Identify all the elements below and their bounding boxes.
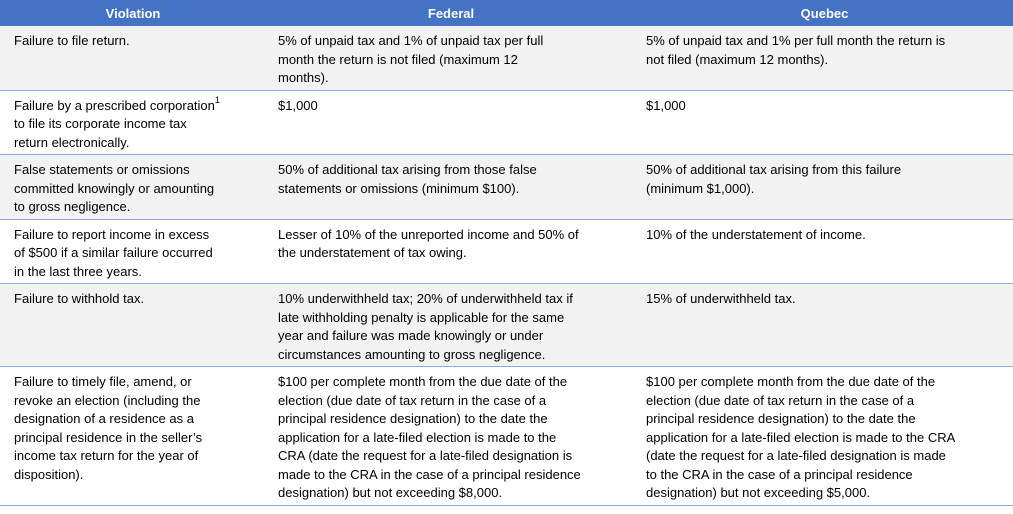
cell-line: in the last three years.: [14, 263, 142, 279]
cell-line: Failure to withhold tax.: [14, 291, 145, 306]
violation-cell: [0, 367, 266, 506]
table-row: [0, 155, 1013, 220]
table-row: [0, 219, 1013, 284]
table-row: [0, 90, 1013, 155]
cell-line: return electronically.: [14, 134, 130, 150]
violation-cell: [0, 90, 266, 155]
cell-line: designation) but not exceeding $5,000.: [646, 485, 871, 500]
cell-line: 50% of additional tax arising from those false: [278, 162, 537, 177]
cell-line: (date the request for a late-filed designation is made: [646, 448, 946, 463]
cell-line: election (due date of tax return in the case of a: [646, 392, 915, 408]
header-row: [0, 0, 1013, 26]
cell-line: 10% of the understatement of income.: [646, 226, 866, 242]
cell-line: 5% of unpaid tax and 1% of unpaid tax per full: [278, 33, 544, 48]
cell-line: 10% underwithheld tax; 20% of underwithheld tax if: [278, 291, 573, 306]
table-row: [0, 367, 1013, 506]
header-federal: Federal: [266, 0, 636, 26]
violation-cell: [0, 284, 266, 367]
cell-line: CRA (date the request for a late-filed designation is: [278, 448, 573, 463]
cell-line: Failure to timely file, amend, or: [14, 374, 192, 389]
cell-line: statements or omissions (minimum $100).: [278, 180, 520, 196]
header-violation: Violation: [0, 0, 266, 26]
footnote-marker: 1: [214, 95, 220, 106]
cell-line: disposition).: [14, 466, 84, 482]
cell-line: year and failure was made knowingly or under: [278, 328, 544, 343]
federal-cell: [266, 284, 636, 367]
cell-line: principal residence in the seller’s: [14, 429, 203, 445]
cell-line: revoke an election (including the: [14, 392, 201, 408]
cell-line: the understatement of tax owing.: [278, 245, 467, 260]
cell-line: Failure to report income in excess: [14, 226, 210, 242]
cell-line: principal residence designation) to the date the: [646, 411, 916, 426]
cell-line: election (due date of tax return in the case of a: [278, 392, 547, 408]
header-quebec: Quebec: [636, 0, 1013, 26]
violation-cell: [0, 155, 266, 220]
federal-cell: [266, 26, 636, 90]
cell-line: $1,000: [646, 97, 686, 113]
quebec-cell: [636, 155, 1013, 220]
cell-line: to file its corporate income tax: [14, 116, 187, 131]
cell-line: application for a late-filed election is made to the: [278, 429, 557, 445]
cell-line: of $500 if a similar failure occurred: [14, 245, 213, 260]
cell-line: Lesser of 10% of the unreported income and 50% of: [278, 226, 579, 242]
federal-cell: [266, 90, 636, 155]
quebec-cell: [636, 284, 1013, 367]
cell-line: $100 per complete month from the due date of the: [646, 374, 936, 389]
quebec-cell: [636, 367, 1013, 506]
cell-line: 50% of additional tax arising from this failure: [646, 162, 902, 177]
cell-line: circumstances amounting to gross negligence.: [278, 346, 546, 362]
quebec-cell: [636, 90, 1013, 155]
cell-line: month the return is not filed (maximum 12: [278, 51, 518, 67]
cell-line: principal residence designation) to the date the: [278, 411, 548, 426]
cell-line: income tax return for the year of: [14, 448, 199, 463]
cell-line: $1,000: [278, 97, 318, 113]
cell-line: $100 per complete month from the due date of the: [278, 374, 568, 389]
cell-line: to the CRA in the case of a principal residence: [646, 466, 913, 482]
cell-line: months).: [278, 70, 329, 85]
federal-cell: [266, 155, 636, 220]
cell-line: Failure by a prescribed corporation: [14, 97, 215, 113]
federal-cell: [266, 219, 636, 284]
cell-line: made to the CRA in the case of a principal residence: [278, 466, 581, 482]
cell-line: Failure to file return.: [14, 33, 130, 48]
violation-cell: [0, 26, 266, 90]
cell-line: (minimum $1,000).: [646, 180, 755, 196]
cell-line: not filed (maximum 12 months).: [646, 51, 829, 67]
cell-line: application for a late-filed election is made to the CRA: [646, 429, 956, 445]
quebec-cell: [636, 26, 1013, 90]
quebec-cell: [636, 219, 1013, 284]
cell-line: 15% of underwithheld tax.: [646, 291, 796, 306]
cell-line: 5% of unpaid tax and 1% per full month the return is: [646, 33, 946, 48]
cell-line: designation) but not exceeding $8,000.: [278, 485, 503, 500]
cell-line: late withholding penalty is applicable for the same: [278, 309, 565, 325]
cell-line: to gross negligence.: [14, 199, 131, 214]
cell-line: committed knowingly or amounting: [14, 180, 215, 196]
cell-line: designation of a residence as a: [14, 411, 194, 426]
table-row: [0, 284, 1013, 367]
federal-cell: [266, 367, 636, 506]
cell-line: False statements or omissions: [14, 162, 190, 177]
violation-cell: [0, 219, 266, 284]
table-row: [0, 26, 1013, 90]
